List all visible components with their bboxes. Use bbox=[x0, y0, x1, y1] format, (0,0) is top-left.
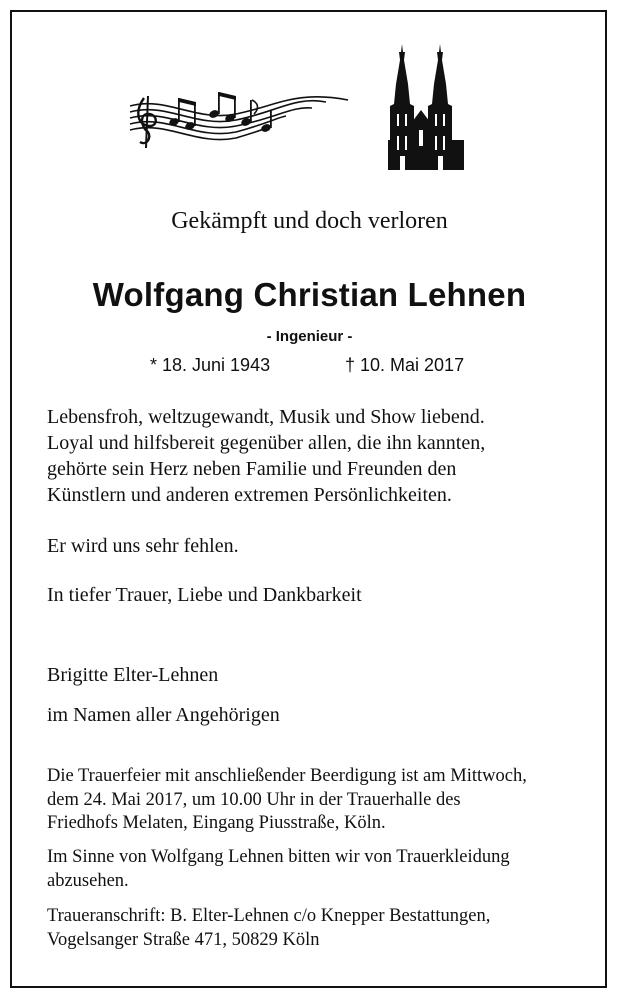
address-line: Vogelsanger Straße 471, 50829 Köln bbox=[47, 929, 320, 950]
signer-note: im Namen aller Angehörigen bbox=[47, 704, 280, 726]
cologne-cathedral-icon bbox=[388, 44, 464, 170]
birth-date: * 18. Juni 1943 bbox=[150, 355, 271, 375]
motto: Gekämpft und doch verloren bbox=[171, 208, 448, 234]
funeral-line: Die Trauerfeier mit anschließender Beerdigung ist am Mittwoch, bbox=[47, 766, 527, 786]
deceased-name: Wolfgang Christian Lehnen bbox=[92, 276, 527, 313]
missed-sentence: Er wird uns sehr fehlen. bbox=[47, 535, 239, 557]
mourning-address bbox=[47, 905, 592, 952]
signer-name: Brigitte Elter-Lehnen bbox=[47, 664, 219, 686]
request-line: Im Sinne von Wolfgang Lehnen bitten wir von Trauerkleidung bbox=[47, 847, 510, 867]
clothing-request bbox=[47, 846, 592, 893]
tribute-line: Loyal und hilfsbereit gegenüber allen, die ihn kannten, bbox=[47, 432, 486, 454]
tribute-paragraph bbox=[47, 404, 587, 508]
funeral-info bbox=[47, 765, 592, 836]
tribute-line: Künstlern und anderen extremen Persönlichkeiten. bbox=[47, 484, 452, 506]
funeral-line: Friedhofs Melaten, Eingang Piusstraße, Köln. bbox=[47, 813, 386, 833]
tribute-line: gehörte sein Herz neben Familie und Freunden den bbox=[47, 458, 457, 480]
music-notes-staff-icon bbox=[126, 92, 350, 154]
profession: - Ingenieur - bbox=[266, 328, 353, 345]
request-line: abzusehen. bbox=[47, 870, 129, 891]
address-line: Traueranschrift: B. Elter-Lehnen c/o Knepper Bestattungen, bbox=[47, 906, 491, 926]
tribute-line: Lebensfroh, weltzugewandt, Musik und Show liebend. bbox=[47, 406, 485, 428]
funeral-line: dem 24. Mai 2017, um 10.00 Uhr in der Trauerhalle des bbox=[47, 789, 461, 810]
mourning-sentence: In tiefer Trauer, Liebe und Dankbarkeit bbox=[47, 584, 362, 606]
death-date: † 10. Mai 2017 bbox=[345, 355, 465, 375]
